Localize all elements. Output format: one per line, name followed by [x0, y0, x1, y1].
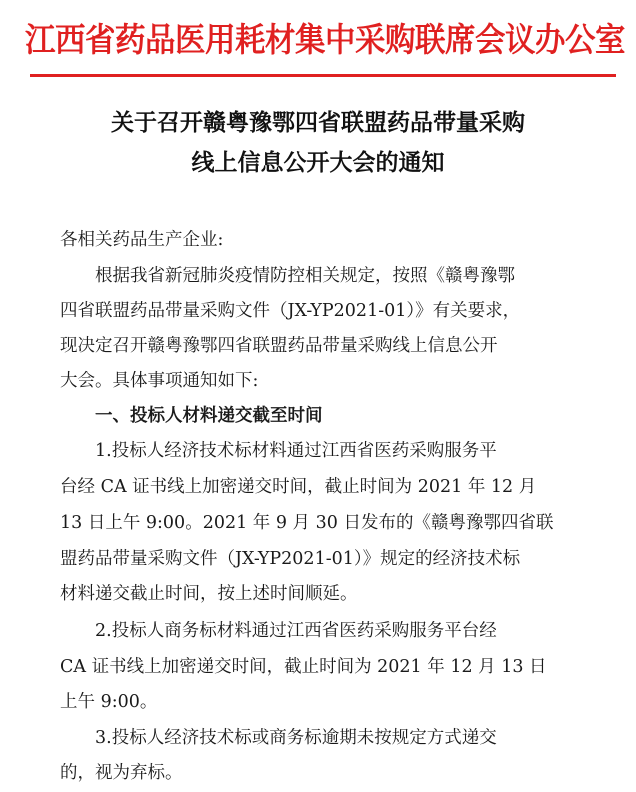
item-1-line-3: 13 日上午 9:00。2021 年 9 月 30 日发布的《赣粤豫鄂四省联 [60, 513, 554, 533]
salutation: 各相关药品生产企业: [60, 230, 224, 250]
intro-line-4: 大会。具体事项通知如下: [60, 371, 259, 391]
item-2-line-3: 上午 9:00。 [60, 692, 158, 712]
intro-line-1: 根据我省新冠肺炎疫情防控相关规定，按照《赣粤豫鄂 [95, 266, 515, 286]
item-1-line-4: 盟药品带量采购文件（JX-YP2021-01）》规定的经济技术标 [60, 549, 521, 569]
document-title-line-1: 关于召开赣粤豫鄂四省联盟药品带量采购 [111, 110, 525, 136]
item-3-line-2: 的，视为弃标。 [60, 763, 183, 783]
intro-line-2: 四省联盟药品带量采购文件（JX-YP2021-01）》有关要求， [60, 301, 521, 321]
document-title-line-2: 线上信息公开大会的通知 [191, 150, 445, 176]
item-1-line-2: 台经 CA 证书线上加密递交时间，截止时间为 2021 年 12 月 [60, 477, 537, 497]
intro-line-3: 现决定召开赣粤豫鄂四省联盟药品带量采购线上信息公开 [60, 336, 498, 356]
red-header-rule [30, 74, 616, 77]
item-3-line-1: 3.投标人经济技术标或商务标逾期未按规定方式递交 [95, 728, 497, 748]
section-1-heading: 一、投标人材料递交截至时间 [95, 406, 323, 426]
item-1-line-5: 材料递交截止时间，按上述时间顺延。 [60, 584, 358, 604]
item-2-line-2: CA 证书线上加密递交时间，截止时间为 2021 年 12 月 13 日 [60, 657, 547, 677]
item-2-line-1: 2.投标人商务标材料通过江西省医药采购服务平台经 [95, 621, 497, 641]
issuing-organization-header: 江西省药品医用耗材集中采购联席会议办公室 [25, 20, 625, 59]
item-1-line-1: 1.投标人经济技术标材料通过江西省医药采购服务平 [95, 441, 497, 461]
